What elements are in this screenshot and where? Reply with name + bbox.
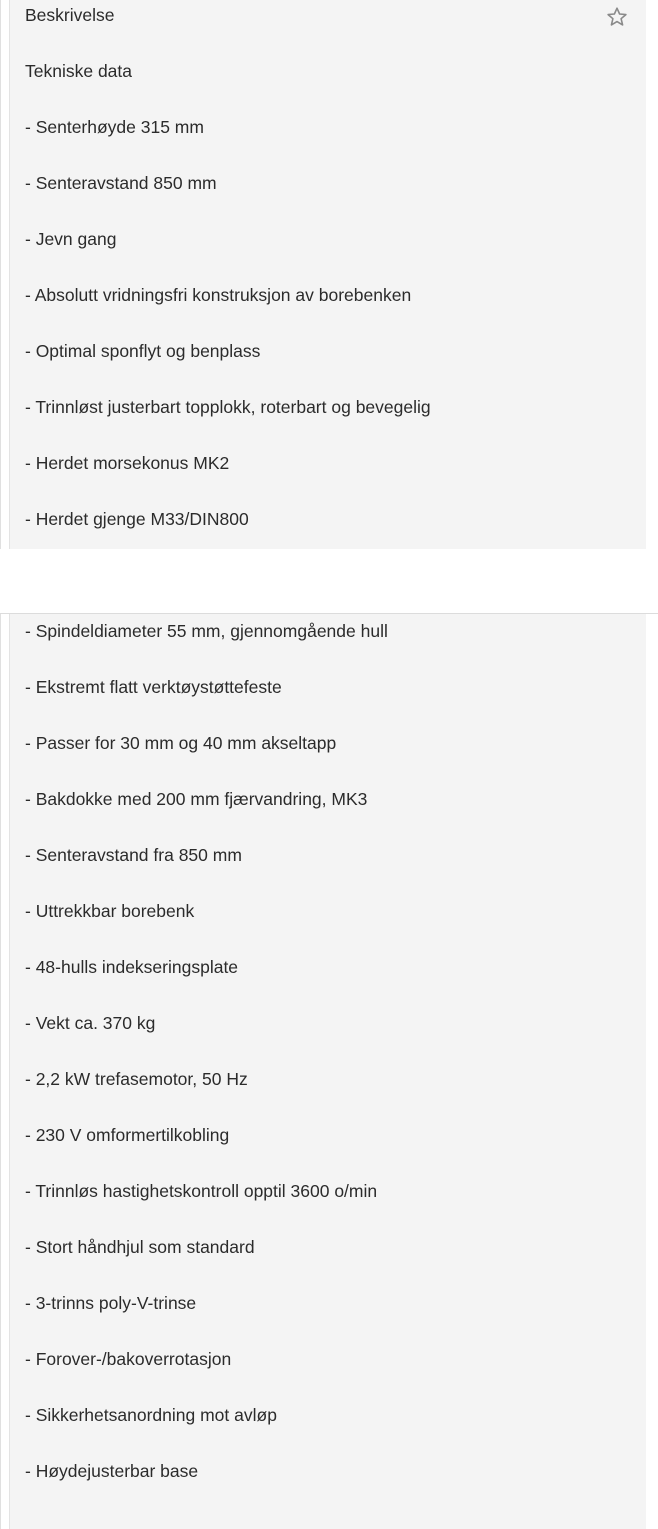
- description-line: - Herdet morsekonus MK2: [25, 453, 230, 473]
- description-line: - 48-hulls indekseringsplate: [25, 957, 239, 977]
- description-line: - Optimal sponflyt og benplass: [25, 341, 261, 361]
- description-line: Tekniske data: [25, 61, 133, 81]
- description-line: - Trinnløs hastighetskontroll opptil 3600 o/min: [25, 1181, 378, 1201]
- description-line: - Absolutt vridningsfri konstruksjon av borebenken: [25, 285, 412, 305]
- description-line: - Spindeldiameter 55 mm, gjennomgående hull: [25, 621, 388, 641]
- description-line: - Senteravstand fra 850 mm: [25, 845, 242, 865]
- description-line: - Vekt ca. 370 kg: [25, 1013, 156, 1033]
- description-line: - Høydejusterbar base: [25, 1461, 199, 1481]
- section-title: Beskrivelse: [25, 5, 115, 25]
- description-line: - Uttrekkbar borebenk: [25, 901, 195, 921]
- description-line: - Sikkerhetsanordning mot avløp: [25, 1405, 277, 1425]
- description-line: - 230 V omformertilkobling: [25, 1125, 230, 1145]
- left-border-bottom: [0, 614, 1, 1529]
- description-line: - Trinnløst justerbart topplokk, roterbart og bevegelig: [25, 397, 431, 417]
- description-line: - 3-trinns poly-V-trinse: [25, 1293, 197, 1313]
- description-line: - Bakdokke med 200 mm fjærvandring, MK3: [25, 789, 368, 809]
- description-line: - 2,2 kW trefasemotor, 50 Hz: [25, 1069, 248, 1089]
- description-line: - Passer for 30 mm og 40 mm akseltapp: [25, 733, 337, 753]
- description-line: - Herdet gjenge M33/DIN800: [25, 509, 249, 529]
- description-line: - Jevn gang: [25, 229, 117, 249]
- description-line: - Forover-/bakoverrotasjon: [25, 1349, 232, 1369]
- star-icon[interactable]: [605, 5, 629, 29]
- left-border-top: [0, 0, 1, 549]
- description-line: - Senteravstand 850 mm: [25, 173, 217, 193]
- description-line: - Senterhøyde 315 mm: [25, 117, 204, 137]
- description-line: - Stort håndhjul som standard: [25, 1237, 255, 1257]
- description-line: - Ekstremt flatt verktøystøttefeste: [25, 677, 282, 697]
